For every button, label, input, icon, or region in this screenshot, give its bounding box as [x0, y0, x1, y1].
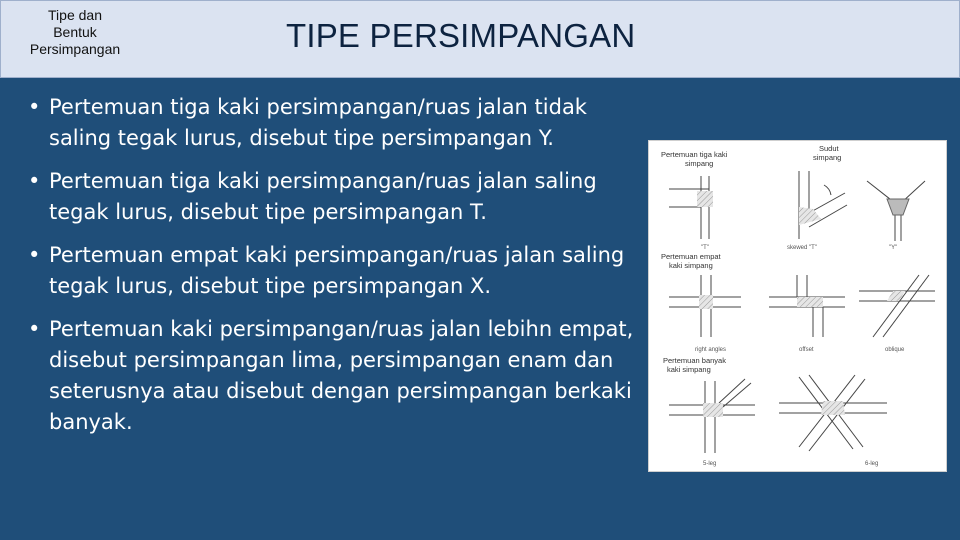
- heading-three-leg-line1: Pertemuan tiga kaki: [661, 150, 728, 159]
- y-intersection-diagram: [867, 181, 925, 241]
- intersection-types-figure: [648, 140, 947, 472]
- heading-multi-leg-line1: Pertemuan banyak: [663, 356, 726, 365]
- skewed-t-diagram: [799, 171, 847, 239]
- heading-angle-line1: Sudut: [819, 144, 839, 153]
- bullet-x-intersection: • Pertemuan empat kaki persimpangan/ruas jalan saling tegak lurus, disebut tipe persimpangan X.: [28, 240, 638, 302]
- heading-four-leg-line1: Pertemuan empat: [661, 252, 721, 261]
- six-leg-diagram: [779, 375, 887, 451]
- caption-6-leg: 6-leg: [865, 461, 879, 467]
- caption-oblique: oblique: [885, 347, 905, 353]
- bullet-list: [28, 92, 638, 450]
- section-label-line: Persimpangan: [29, 41, 121, 57]
- caption-skewed-t: skewed "T": [787, 245, 817, 251]
- caption-offset: offset: [799, 347, 814, 353]
- page-title: TIPE PERSIMPANGAN: [286, 17, 636, 54]
- heading-angle-line2: simpang: [813, 153, 842, 162]
- oblique-diagram: [859, 275, 935, 337]
- section-label-line: Bentuk: [53, 24, 97, 40]
- right-angles-diagram: [669, 275, 741, 337]
- intersection-diagram: [649, 141, 946, 471]
- section-label-line: Tipe dan: [48, 7, 102, 23]
- bullet-t-intersection: • Pertemuan tiga kaki persimpangan/ruas jalan saling tegak lurus, disebut tipe persimpangan T.: [28, 166, 638, 228]
- offset-diagram: [769, 275, 845, 337]
- header-bar: [0, 0, 960, 78]
- section-label: [7, 7, 143, 58]
- heading-three-leg-line2: simpang: [685, 159, 714, 168]
- caption-t: "T": [701, 245, 709, 251]
- caption-y: "Y": [889, 245, 898, 251]
- five-leg-diagram: [669, 379, 755, 453]
- heading-multi-leg-line2: kaki simpang: [667, 365, 711, 374]
- bullet-y-intersection: • Pertemuan tiga kaki persimpangan/ruas jalan tidak saling tegak lurus, disebut tipe persimpangan Y.: [28, 92, 638, 154]
- bullet-multi-leg-intersection: • Pertemuan kaki persimpangan/ruas jalan lebihn empat, disebut persimpangan lima, persimpangan enam dan seterusnya atau disebut dengan persimpangan berkaki banyak.: [28, 314, 638, 438]
- caption-5-leg: 5-leg: [703, 461, 717, 467]
- t-intersection-diagram: [669, 176, 713, 239]
- heading-four-leg-line2: kaki simpang: [669, 261, 713, 270]
- caption-right-angles: right angles: [695, 347, 727, 353]
